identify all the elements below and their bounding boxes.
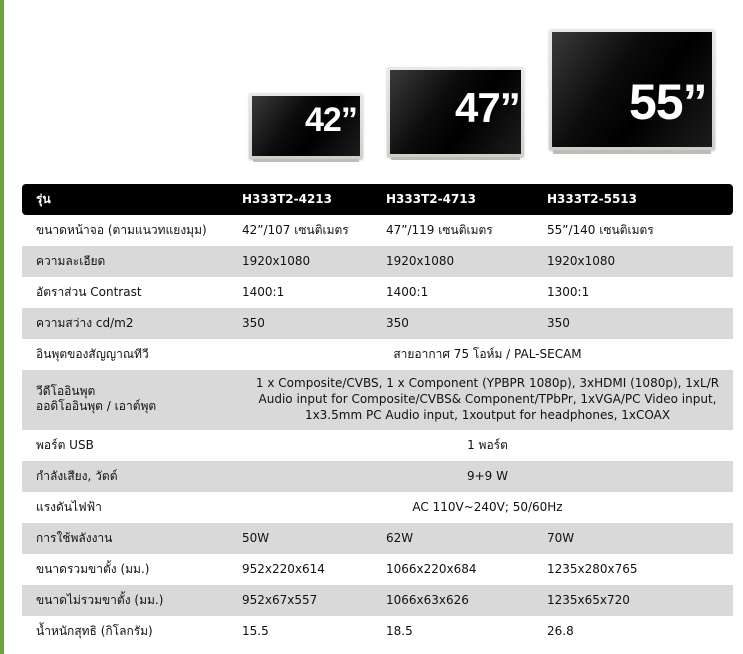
header-model-1: H333T2-4213 — [242, 192, 333, 206]
spec-label: อัตราส่วน Contrast — [36, 285, 142, 299]
spec-row-brightness — [22, 308, 733, 339]
header-model-3: H333T2-5513 — [547, 192, 638, 206]
spec-label: พอร์ต USB — [36, 438, 94, 452]
spec-value: 1235x65x720 — [547, 593, 630, 607]
spec-value: AC 110V~240V; 50/60Hz — [412, 500, 563, 514]
tv-size-label: 47” — [455, 84, 520, 131]
spec-value: 1066x220x684 — [386, 562, 477, 576]
spec-label: กำลังเสียง, วัตต์ — [36, 469, 118, 483]
spec-label: ขนาดรวมขาตั้ง (มม.) — [36, 562, 150, 576]
spec-value: 9+9 W — [466, 469, 508, 483]
spec-value: 350 — [547, 316, 570, 330]
tv-image-42 — [249, 93, 363, 165]
spec-label: ความสว่าง cd/m2 — [36, 316, 134, 330]
spec-value: 1235x280x765 — [547, 562, 638, 576]
spec-value: 952x220x614 — [242, 562, 325, 576]
spec-value: 350 — [386, 316, 409, 330]
spec-row-av-io — [22, 370, 733, 430]
tv-product-images — [0, 0, 743, 182]
spec-row-audio-power — [22, 461, 733, 492]
spec-value: 1920x1080 — [386, 254, 455, 268]
spec-value: 62W — [386, 531, 414, 545]
spec-value: สายอากาศ 75 โอห์ม / PAL-SECAM — [393, 347, 582, 361]
spec-row-contrast — [22, 277, 733, 308]
spec-value: 1920x1080 — [242, 254, 311, 268]
spec-value: 1400:1 — [242, 285, 285, 299]
spec-value: 50W — [242, 531, 270, 545]
spec-table-header — [22, 184, 733, 215]
spec-value: 1 x Composite/CVBS, 1 x Component (YPBPR 1080p), 3xHDMI (1080p), 1xL/R Audio input for Composite/CVBS& Component/TPbPr, 1xVGA/PC Video input, 1x3.5mm PC Audio input, 1xoutput for headphones, 1xCOAX — [255, 376, 720, 422]
spec-value: 15.5 — [242, 624, 269, 638]
spec-value: 47”/119 เซนติเมตร — [386, 223, 493, 237]
spec-value: 42”/107 เซนติเมตร — [242, 223, 349, 237]
spec-label: น้ำหนักสุทธิ (กิโลกรัม) — [36, 624, 153, 638]
spec-label: ความละเอียด — [36, 254, 106, 268]
spec-label-line: วีดีโออินพุต — [36, 384, 96, 398]
spec-value: 55”/140 เซนติเมตร — [547, 223, 654, 237]
spec-label: การใช้พลังงาน — [36, 531, 113, 545]
tv-size-label: 55” — [629, 74, 707, 130]
spec-row-voltage — [22, 492, 733, 523]
spec-value: 1066x63x626 — [386, 593, 469, 607]
spec-value: 350 — [242, 316, 265, 330]
spec-value: 1920x1080 — [547, 254, 616, 268]
spec-row-size-without-stand — [22, 585, 733, 616]
spec-value: 26.8 — [547, 624, 574, 638]
spec-label: แรงดันไฟฟ้า — [36, 500, 102, 514]
tv-stand — [391, 157, 520, 160]
spec-value: 1400:1 — [386, 285, 429, 299]
spec-row-resolution — [22, 246, 733, 277]
spec-label: ขนาดไม่รวมขาตั้ง (มม.) — [36, 593, 164, 607]
spec-table — [22, 184, 733, 647]
spec-row-usb — [22, 430, 733, 461]
spec-value: 70W — [547, 531, 575, 545]
tv-stand — [553, 150, 711, 154]
spec-label: อินพุตของสัญญาณทีวี — [36, 347, 149, 361]
tv-size-label: 42” — [305, 101, 357, 139]
header-model-label: รุ่น — [36, 192, 51, 206]
header-model-2: H333T2-4713 — [386, 192, 477, 206]
tv-stand — [253, 159, 359, 162]
spec-value: 1300:1 — [547, 285, 590, 299]
spec-label: ขนาดหน้าจอ (ตามแนวทแยงมุม) — [36, 223, 207, 237]
spec-row-power-consumption — [22, 523, 733, 554]
spec-row-net-weight — [22, 616, 733, 647]
spec-value: 18.5 — [386, 624, 413, 638]
spec-label — [36, 384, 156, 414]
spec-row-tv-input — [22, 339, 733, 370]
spec-value: 952x67x557 — [242, 593, 318, 607]
spec-value: 1 พอร์ต — [467, 438, 508, 452]
spec-row-screen-size — [22, 215, 733, 246]
spec-label-line: ออดิโออินพุต / เอาต์พุต — [36, 399, 157, 413]
tv-image-55 — [549, 29, 715, 156]
tv-image-47 — [387, 67, 524, 163]
spec-row-size-with-stand — [22, 554, 733, 585]
